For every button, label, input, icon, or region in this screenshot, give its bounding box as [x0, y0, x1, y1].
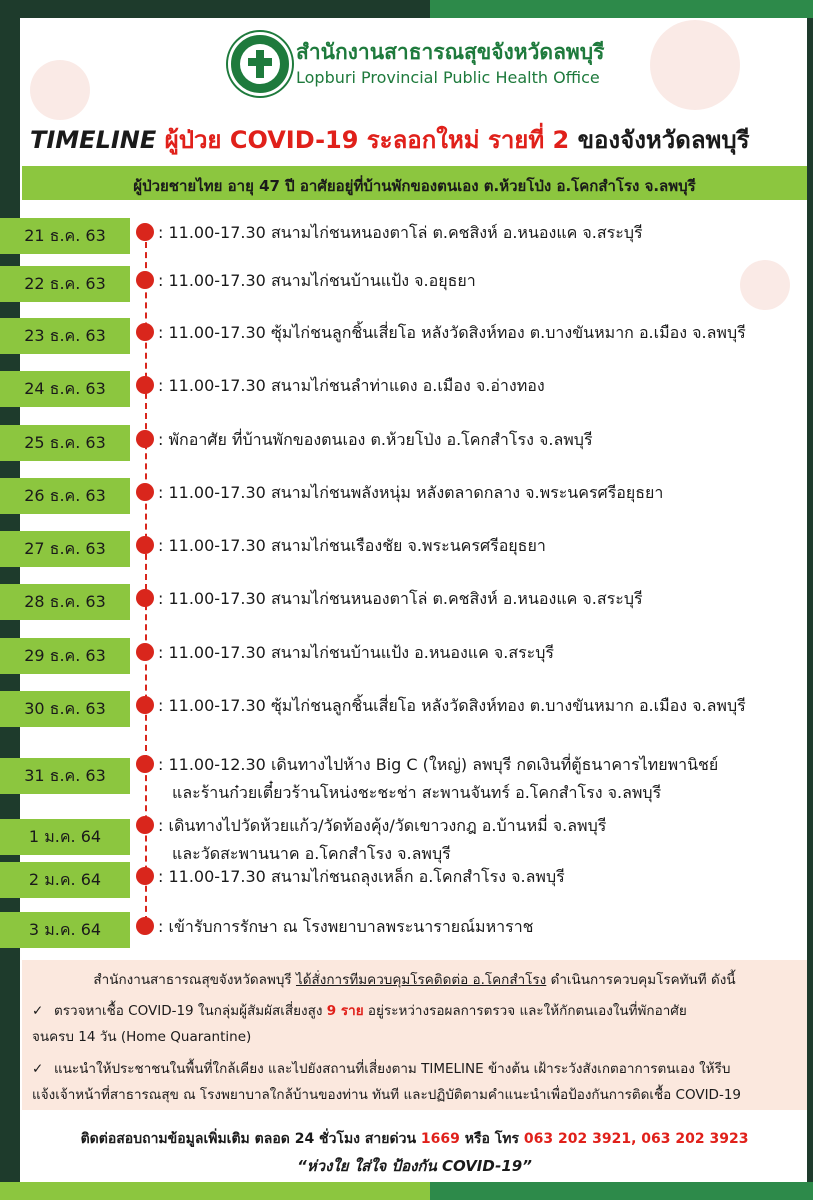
notice-item-2	[32, 1056, 792, 1083]
virus-decoration-icon	[650, 20, 740, 110]
timeline-event: : 11.00-12.30 เดินทางไปห้าง Big C (ใหญ่) ลพบุรี กดเงินที่ตู้ธนาคารไทยพานิชย์	[158, 755, 719, 774]
timeline-dot-icon	[136, 271, 154, 289]
notice-item-2-cont: แจ้งเจ้าหน้าที่สาธารณสุข ณ โรงพยาบาลใกล้บ้านของท่าน ทันที และปฏิบัติตามคำแนะนำเพื่อป้องกันการติดเชื้อ COVID-19	[32, 1087, 742, 1103]
org-name-english: Lopburi Provincial Public Health Office	[296, 68, 600, 87]
page-title	[30, 120, 800, 159]
bottom-bar	[0, 1182, 813, 1200]
timeline-date: 27 ธ.ค. 63	[0, 531, 130, 567]
timeline-dot-icon	[136, 589, 154, 607]
timeline-date: 30 ธ.ค. 63	[0, 691, 130, 727]
notice-item-1-text-a: ตรวจหาเชื้อ COVID-19 ในกลุ่มผู้สัมผัสเสี่ยงสูง	[54, 1003, 323, 1019]
title-timeline: TIMELINE	[30, 126, 157, 154]
timeline-event: : เดินทางไปวัดห้วยแก้ว/วัดท้องคุ้ง/วัดเขาวงกฎ อ.บ้านหมี่ จ.ลพบุรี	[158, 816, 607, 835]
notice-item-2-text-a: แนะนำให้ประชาชนในพื้นที่ใกล้เคียง และไปยังสถานที่เสี่ยงตาม TIMELINE ข้างต้น เฝ้าระวังสังเกตอาการตนเอง ให้รีบ	[54, 1061, 731, 1077]
timeline-dot-icon	[136, 696, 154, 714]
org-name-thai: สำนักงานสาธารณสุขจังหวัดลพบุรี	[296, 40, 605, 64]
patient-info: ผู้ป่วยชายไทย อายุ 47 ปี อาศัยอยู่ที่บ้านพักของตนเอง ต.ห้วยโป่ง อ.โคกสำโรง จ.ลพบุรี	[133, 177, 696, 195]
timeline-dot-icon	[136, 376, 154, 394]
timeline-dot-icon	[136, 223, 154, 241]
contact-count: 9 ราย	[326, 1003, 364, 1019]
notice-item-1-text-b: อยู่ระหว่างรอผลการตรวจ และให้กักตนเองในที่พักอาศัย	[367, 1003, 687, 1019]
right-strip	[807, 18, 813, 1182]
moph-logo-icon	[228, 32, 292, 96]
timeline-dot-icon	[136, 816, 154, 834]
timeline-event: : พักอาศัย ที่บ้านพักของตนเอง ต.ห้วยโป่ง อ.โคกสำโรง จ.ลพบุรี	[158, 430, 593, 449]
notice-org: สำนักงานสาธารณสุขจังหวัดลพบุรี	[93, 972, 292, 988]
timeline-date: 2 ม.ค. 64	[0, 862, 130, 898]
timeline-event: : 11.00-17.30 สนามไก่ชนลำท่าแดง อ.เมือง จ.อ่างทอง	[158, 376, 545, 395]
hotline-number: 1669	[420, 1131, 460, 1147]
timeline-date: 26 ธ.ค. 63	[0, 478, 130, 514]
virus-decoration-icon	[30, 60, 90, 120]
timeline-dot-icon	[136, 917, 154, 935]
timeline-date: 23 ธ.ค. 63	[0, 318, 130, 354]
timeline-date: 24 ธ.ค. 63	[0, 371, 130, 407]
timeline-event: : เข้ารับการรักษา ณ โรงพยาบาลพระนารายณ์มหาราช	[158, 917, 534, 936]
timeline-event: : 11.00-17.30 สนามไก่ชนหนองตาโล่ ต.คชสิงห์ อ.หนองแค จ.สระบุรี	[158, 223, 643, 242]
slogan: “ห่วงใย ใส่ใจ ป้องกัน COVID-19”	[297, 1157, 532, 1175]
timeline-event: : 11.00-17.30 สนามไก่ชนบ้านแป้ง จ.อยุธยา	[158, 271, 476, 290]
timeline-event: : 11.00-17.30 สนามไก่ชนเรืองชัย จ.พระนครศรีอยุธยา	[158, 536, 546, 555]
timeline-dot-icon	[136, 867, 154, 885]
top-bar	[0, 0, 813, 18]
timeline-dot-icon	[136, 536, 154, 554]
timeline-event: : 11.00-17.30 สนามไก่ชนบ้านแป้ง อ.หนองแค จ.สระบุรี	[158, 643, 555, 662]
contact-prefix: ติดต่อสอบถามข้อมูลเพิ่มเติม ตลอด 24 ชั่วโมง สายด่วน	[80, 1131, 417, 1147]
timeline-date: 25 ธ.ค. 63	[0, 425, 130, 461]
contact-mid: หรือ โทร	[464, 1131, 520, 1147]
notice-item-1	[32, 998, 792, 1025]
timeline-event: และวัดสะพานนาค อ.โคกสำโรง จ.ลพบุรี	[172, 844, 451, 863]
title-patient: ผู้ป่วย COVID-19 ระลอกใหม่ รายที่ 2	[164, 126, 570, 154]
notice-item-1-cont: จนครบ 14 วัน (Home Quarantine)	[32, 1029, 252, 1045]
virus-decoration-icon	[740, 260, 790, 310]
check-icon: ✓	[32, 1003, 44, 1019]
timeline-date: 1 ม.ค. 64	[0, 819, 130, 855]
timeline-event: : 11.00-17.30 ซุ้มไก่ชนลูกชิ้นเสี่ยโอ หลังวัดสิงห์ทอง ต.บางขันหมาก อ.เมือง จ.ลพบุรี	[158, 323, 746, 342]
title-province: ของจังหวัดลพบุรี	[577, 126, 750, 154]
timeline-date: 3 ม.ค. 64	[0, 912, 130, 948]
notice-action: ดำเนินการควบคุมโรคทันที ดังนี้	[550, 972, 736, 988]
timeline-date: 29 ธ.ค. 63	[0, 638, 130, 674]
timeline-dot-icon	[136, 755, 154, 773]
timeline-date: 31 ธ.ค. 63	[0, 758, 130, 794]
timeline-event: : 11.00-17.30 สนามไก่ชนพลังหนุ่ม หลังตลาดกลาง จ.พระนครศรีอยุธยา	[158, 483, 664, 502]
check-icon: ✓	[32, 1061, 44, 1077]
timeline-event: : 11.00-17.30 สนามไก่ชนหนองตาโล่ ต.คชสิงห์ อ.หนองแค จ.สระบุรี	[158, 589, 643, 608]
notice-team: ได้สั่งการทีมควบคุมโรคติดต่อ อ.โคกสำโรง	[295, 972, 547, 988]
timeline-dot-icon	[136, 643, 154, 661]
timeline-date: 28 ธ.ค. 63	[0, 584, 130, 620]
timeline-event: : 11.00-17.30 ซุ้มไก่ชนลูกชิ้นเสี่ยโอ หลังวัดสิงห์ทอง ต.บางขันหมาก อ.เมือง จ.ลพบุรี	[158, 696, 746, 715]
contact-info	[22, 1128, 807, 1150]
timeline-date: 22 ธ.ค. 63	[0, 266, 130, 302]
timeline-date: 21 ธ.ค. 63	[0, 218, 130, 254]
timeline-dot-icon	[136, 430, 154, 448]
phone-numbers: 063 202 3921, 063 202 3923	[523, 1131, 749, 1147]
timeline-dot-icon	[136, 323, 154, 341]
notice-heading	[22, 968, 807, 990]
timeline-dot-icon	[136, 483, 154, 501]
timeline-event: และร้านก๋วยเตี๋ยวร้านโหน่งชะชะช่า สะพานจันทร์ อ.โคกสำโรง จ.ลพบุรี	[172, 783, 662, 802]
timeline-event: : 11.00-17.30 สนามไก่ชนถลุงเหล็ก อ.โคกสำโรง จ.ลพบุรี	[158, 867, 565, 886]
